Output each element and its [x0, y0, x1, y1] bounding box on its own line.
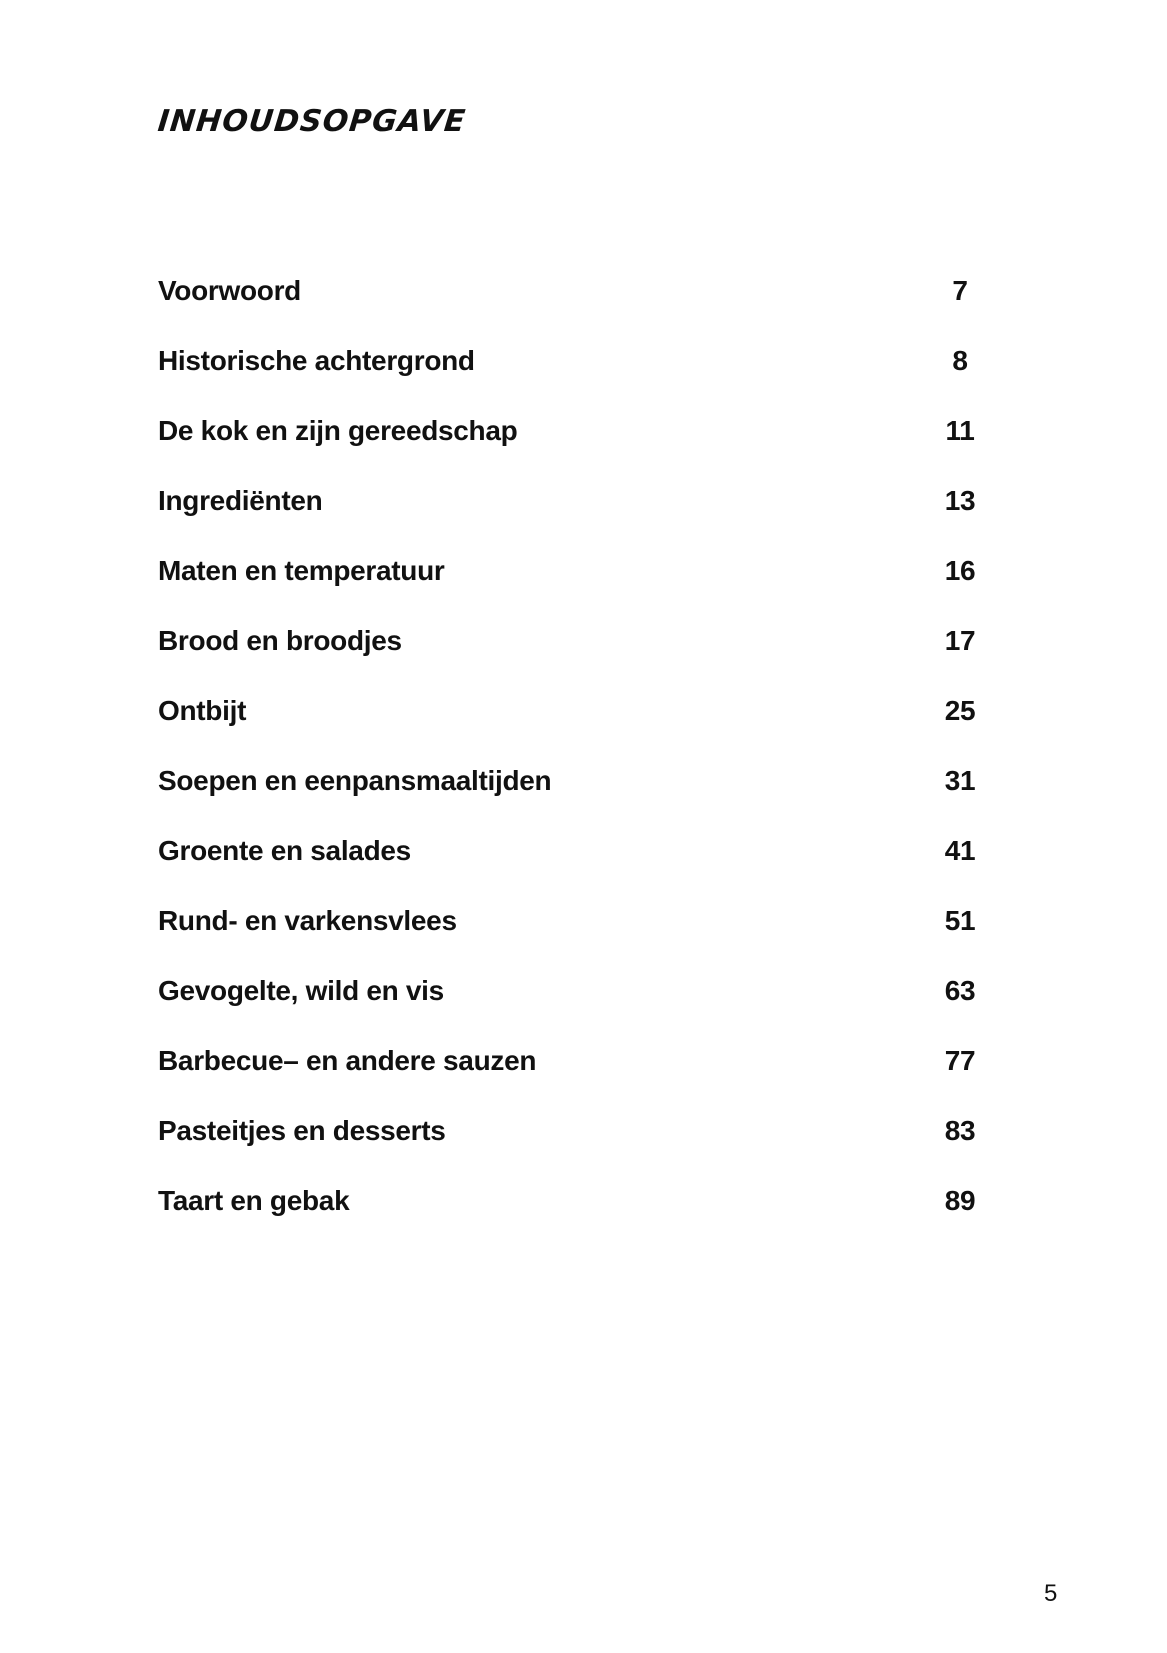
toc-entry-page: 41: [944, 835, 976, 866]
toc-entry-page: 89: [944, 1185, 976, 1216]
toc-entry-historische-achtergrond[interactable]: [158, 338, 990, 408]
toc-entry-page: 51: [944, 905, 976, 936]
toc-entry-label: Barbecue– en andere sauzen: [158, 1045, 537, 1076]
page-number: 5: [1044, 1580, 1058, 1607]
toc-entry-brood-en-broodjes[interactable]: [158, 618, 990, 688]
toc-entry-page: 83: [944, 1115, 976, 1146]
toc-entry-page: 7: [952, 275, 968, 306]
toc-entry-page: 13: [944, 485, 976, 516]
toc-entry-ontbijt[interactable]: [158, 688, 990, 758]
toc-entry-label: Taart en gebak: [158, 1185, 350, 1216]
toc-entry-label: Historische achtergrond: [158, 345, 475, 376]
toc-entry-soepen-en-eenpansmaaltijden[interactable]: [158, 758, 990, 828]
toc-entry-label: Soepen en eenpansmaaltijden: [158, 765, 552, 796]
table-of-contents: [158, 268, 990, 1248]
toc-entry-page: 77: [944, 1045, 976, 1076]
toc-entry-label: Pasteitjes en desserts: [158, 1115, 446, 1146]
toc-entry-label: Rund- en varkensvlees: [158, 905, 457, 936]
toc-entry-label: Ontbijt: [158, 695, 247, 726]
toc-entry-label: Voorwoord: [158, 275, 301, 306]
toc-entry-page: 31: [944, 765, 976, 796]
toc-entry-label: Brood en broodjes: [158, 625, 402, 656]
toc-entry-page: 11: [945, 415, 975, 446]
toc-entry-label: Maten en temperatuur: [158, 555, 445, 586]
toc-entry-gevogelte-wild-en-vis[interactable]: [158, 968, 990, 1038]
toc-entry-label: Gevogelte, wild en vis: [158, 975, 444, 1006]
toc-entry-pasteitjes-en-desserts[interactable]: [158, 1108, 990, 1178]
toc-entry-taart-en-gebak[interactable]: [158, 1178, 990, 1248]
toc-entry-page: 16: [944, 555, 976, 586]
toc-entry-de-kok-en-zijn-gereedschap[interactable]: [158, 408, 990, 478]
toc-entry-groente-en-salades[interactable]: [158, 828, 990, 898]
toc-entry-page: 8: [952, 345, 968, 376]
toc-entry-page: 25: [944, 695, 976, 726]
page-title: INHOUDSOPGAVE: [156, 104, 468, 139]
toc-entry-voorwoord[interactable]: [158, 268, 990, 338]
toc-entry-label: Ingrediënten: [158, 485, 323, 516]
toc-entry-rund-en-varkensvlees[interactable]: [158, 898, 990, 968]
toc-entry-barbecue-en-andere-sauzen[interactable]: [158, 1038, 990, 1108]
toc-entry-label: De kok en zijn gereedschap: [158, 415, 518, 446]
toc-entry-label: Groente en salades: [158, 835, 411, 866]
toc-entry-page: 63: [944, 975, 976, 1006]
toc-entry-maten-en-temperatuur[interactable]: [158, 548, 990, 618]
toc-entry-ingredienten[interactable]: [158, 478, 990, 548]
toc-entry-page: 17: [944, 625, 976, 656]
